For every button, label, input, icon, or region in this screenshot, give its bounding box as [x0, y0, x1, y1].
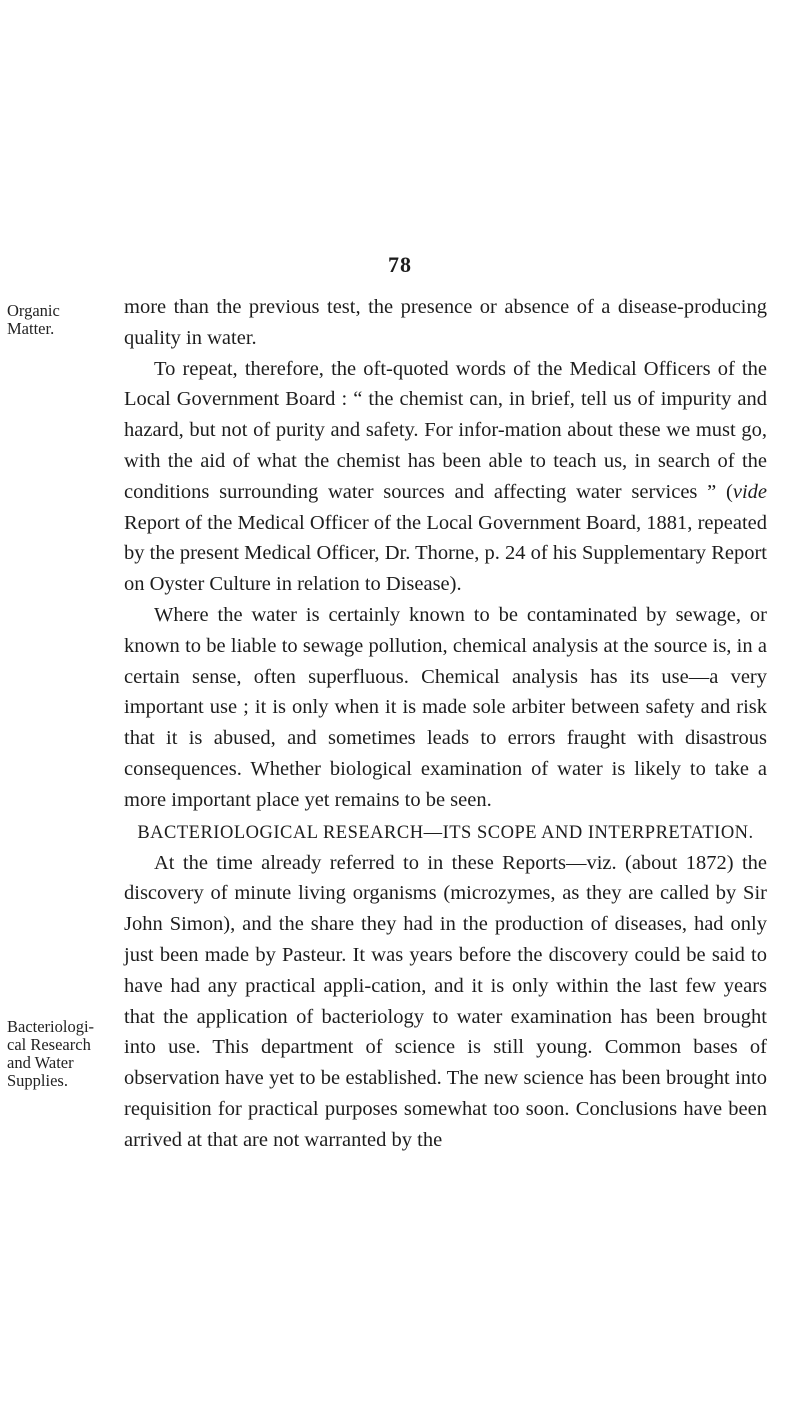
margin-note-organic-matter: Organic Matter. [7, 301, 60, 338]
main-text [124, 292, 767, 1156]
paragraph-continued: more than the previous test, the presence or absence of a disease-producing quality in water. [124, 296, 767, 349]
section-heading: BACTERIOLOGICAL RESEARCH—ITS SCOPE AND INTERPRETATION. [137, 822, 754, 843]
paragraph-bacteriology: At the time already referred to in these Reports—viz. (about 1872) the discovery of minute living organisms (microzymes, as they are called by Sir John Simon), and the share they had in the production of diseases, had only just been made by Pasteur. It was years before the discovery could be said to have had any practical appli-cation, and it is only within the last few years that the application of bacteriology to water examination has been brought into use. This department of science is still young. Common bases of observation have yet to be established. The new science has been brought into requisition for practical purposes somewhat too soon. Conclusions have been arrived at that are not warranted by the [124, 851, 767, 1151]
paragraph-quotation [124, 354, 767, 600]
paragraph-quotation-part-1: To repeat, therefore, the oft-quoted words of the Medical Officers of the Local Government Board : “ the chemist can, in brief, tell us of impurity and hazard, but not of purity and safety. For infor-mation about these we must go, with the aid of what the chemist has been able to teach us, in search of the conditions surrounding water sources and affecting water services ” ( [124, 357, 767, 503]
paragraph-chemical-analysis: Where the water is certainly known to be contaminated by sewage, or known to be liable to sewage pollution, chemical analysis at the source is, in a certain sense, often superfluous. Chemical analysis has its use—a very important use ; it is only when it is made sole arbiter between safety and risk that it is abused, and sometimes leads to errors fraught with disastrous consequences. Whether biological examination of water is likely to take a more important place yet remains to be seen. [124, 603, 767, 811]
page-number: 78 [388, 252, 412, 277]
vide-italic: vide [732, 480, 767, 503]
paragraph-quotation-part-2: Report of the Medical Officer of the Local Government Board, 1881, repeated by the present Medical Officer, Dr. Thorne, p. 24 of his Supplementary Report on Oyster Culture in relation to Disease). [124, 511, 767, 596]
margin-note-bacteriological-research: Bacteriologi-cal Research and Water Supplies. [7, 1017, 95, 1090]
